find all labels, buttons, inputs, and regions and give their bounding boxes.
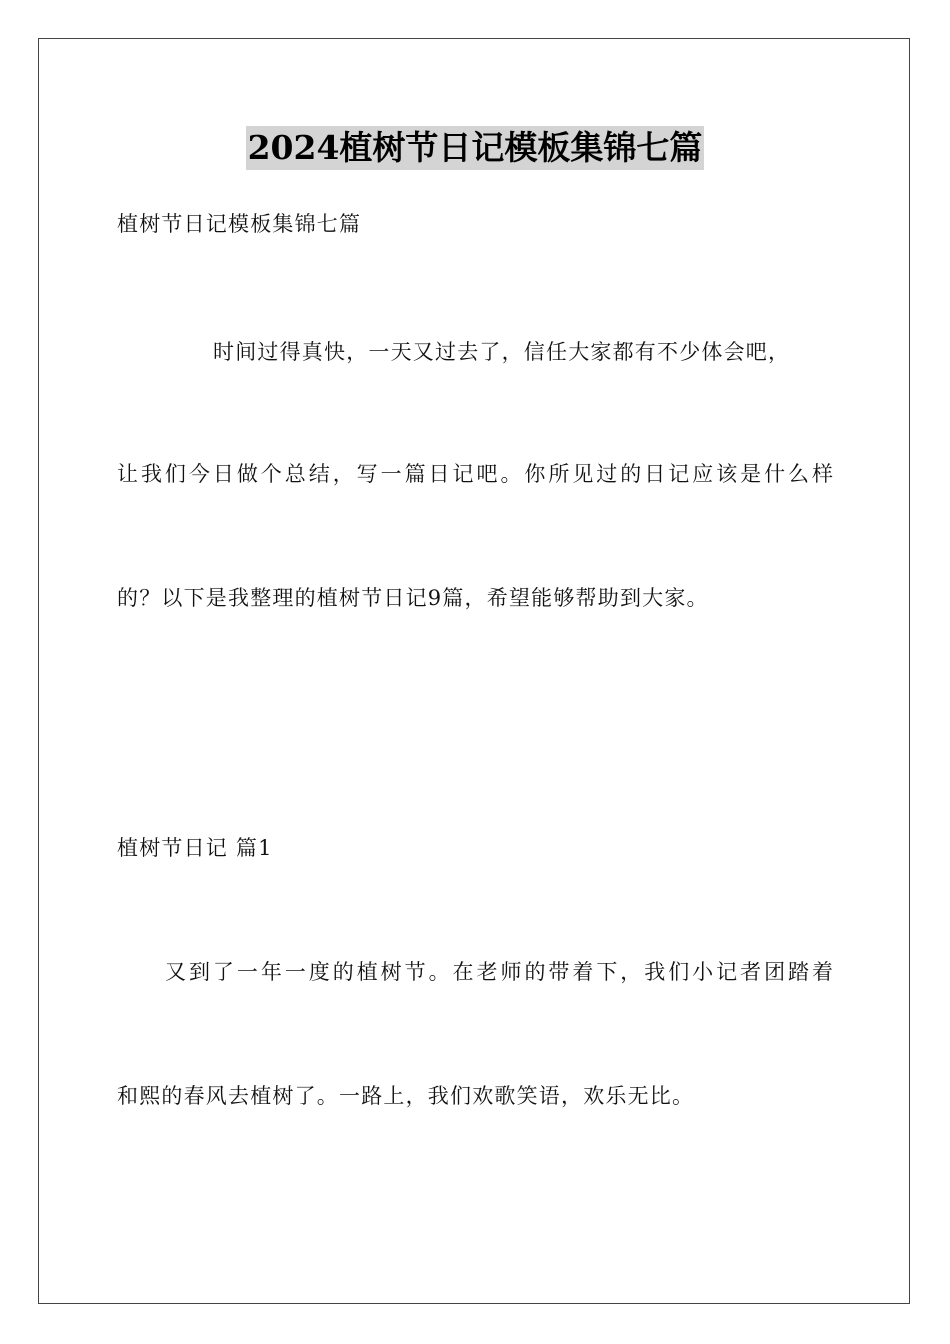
document-subtitle: 植树节日记模板集锦七篇 — [117, 212, 362, 236]
intro-line-3: 的？以下是我整理的植树节日记9篇，希望能够帮助到大家。 — [117, 586, 709, 610]
title-container — [0, 126, 950, 170]
intro-line-1: 时间过得真快，一天又过去了，信任大家都有不少体会吧， — [213, 340, 791, 364]
document-title: 2024植树节日记模板集锦七篇 — [246, 126, 705, 170]
intro-line-2: 让我们今日做个总结，写一篇日记吧。你所见过的日记应该是什么样 — [117, 462, 833, 486]
section-heading: 植树节日记 篇1 — [117, 836, 273, 860]
section-line-2: 和熙的春风去植树了。一路上，我们欢歌笑语，欢乐无比。 — [117, 1084, 695, 1108]
section-line-1: 又到了一年一度的植树节。在老师的带着下，我们小记者团踏着 — [165, 960, 833, 984]
